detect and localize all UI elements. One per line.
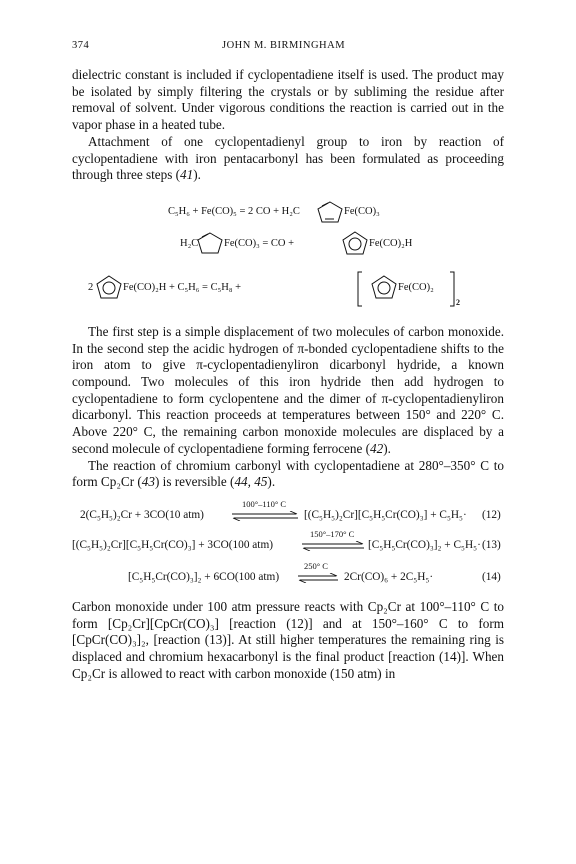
reaction-scheme: [72, 194, 504, 312]
equation-13-rhs: [C₅H₅Cr(CO)₃]₂ + C₅H₅·: [368, 538, 481, 551]
citation-42: 42: [370, 440, 384, 456]
citation-43: 43: [141, 474, 155, 490]
paragraph-4-text: The reaction of chromium carbonyl with cyclopentadiene at 280°–350° C to form Cp₂Cr (: [72, 457, 504, 490]
equation-12-rhs: [(C₅H₅)₂Cr][C₅H₅Cr(CO)₃] + C₅H₅·: [304, 508, 467, 521]
scheme-line-1-lhs: C₅H₆ + Fe(CO)₅ = 2 CO + H₂C: [168, 205, 300, 217]
paragraph-4-mid: ) is reversible (: [154, 474, 235, 490]
equation-14: [72, 559, 504, 589]
citation-44-45: 44, 45: [234, 474, 268, 490]
paragraph-2-text: Attachment of one cyclopentadienyl group to iron by reaction of cyclopentadiene with iron pentacarbonyl has been formulated as proceeding through three steps (: [72, 133, 504, 183]
paragraph-3-end: ).: [383, 440, 391, 456]
scheme-line-2-mid: Fe(CO)₃ = CO +: [224, 237, 295, 249]
scheme-line-3-subscript: 2: [456, 297, 460, 307]
page-header: [72, 40, 504, 51]
equilibrium-arrow-12: [230, 511, 300, 521]
page-number: 374: [72, 40, 90, 51]
paragraph-1: dielectric constant is included if cyclopentadiene itself is used. The product may be isolated by simply filtering the crystals or by subliming the residue after removal of solvent. Under vigorous conditions the reaction is carried out in the vapor phase in a heated tube.: [72, 67, 504, 133]
scheme-line-2-rhs: Fe(CO)₂H: [369, 237, 413, 249]
paragraph-5: Carbon monoxide under 100 atm pressure reacts with Cp₂Cr at 100°–110° C to form [Cp₂Cr][CpCr(CO)₃] [reaction (12)] and at 150°–160° C to form [CpCr(CO)₃]₂, [reaction (13)]. At still higher temperatures the remaining ring is displaced and chromium hexacarbonyl is the final product [reaction (14)]. When Cp₂Cr is allowed to react with carbon monoxide (150 atm) in: [72, 598, 504, 681]
equation-13-condition: 150°–170° C: [310, 528, 355, 539]
equation-14-number: (14): [482, 570, 501, 583]
paragraph-2-end: ).: [193, 167, 201, 183]
equation-12-lhs: 2(C₅H₅)₂Cr + 3CO(10 atm): [80, 508, 204, 521]
pi-cyclopentadienyl-ring: [343, 232, 367, 254]
running-title: JOHN M. BIRMINGHAM: [222, 40, 346, 51]
pi-cyclopentadienyl-ring-2: [97, 276, 121, 298]
scheme-line-3-rhs: Fe(CO)₂: [398, 281, 434, 293]
equation-14-condition: 250° C: [304, 560, 328, 571]
scheme-line-3-mid: Fe(CO)₂H + C₅H₆ = C₅H₈ +: [123, 281, 242, 293]
equation-13: [72, 529, 504, 559]
equation-12: [72, 499, 504, 529]
paragraph-4-end: ).: [267, 474, 276, 490]
scheme-line-3-coef: 2: [88, 281, 94, 293]
equilibrium-arrow-14: [296, 573, 340, 583]
paragraph-3: [72, 324, 504, 458]
cyclopentadiene-ring-structure: [318, 202, 342, 222]
equilibrium-arrow-13: [300, 541, 366, 551]
paragraph-2: [72, 134, 504, 184]
cyclopentadienyl-hydride-ring: [198, 233, 222, 253]
paragraph-3-text: The first step is a simple displacement of two molecules of carbon monoxide. In the second step the acidic hydrogen of π-bonded cyclopentadiene shifts to the iron atom to give π-cyclopentadienyliron dicarbonyl hydride, a known compound. Two molecules of this iron hydride then add hydrogen to cyclopentadiene to form cyclopentene and the dimer of π-cyclopentadienyliron dicarbonyl. This reaction proceeds at temperatures between 150° and 220° C. Above 220° C, the remaining carbon monoxide molecules are displaced by a second molecule of cyclopentadiene forming ferrocene (: [72, 323, 504, 456]
equation-14-lhs: [C₅H₅Cr(CO)₃]₂ + 6CO(100 atm): [128, 570, 280, 583]
citation-41: 41: [180, 167, 194, 183]
equation-12-condition: 100°–110° C: [242, 498, 287, 509]
scheme-line-2-lhs: H₂C: [180, 237, 199, 249]
equation-14-rhs: 2Cr(CO)₆ + 2C₅H₅·: [344, 570, 434, 583]
equation-13-lhs: [(C₅H₅)₂Cr][C₅H₅Cr(CO)₃] + 3CO(100 atm): [72, 538, 273, 551]
equation-13-number: (13): [482, 538, 501, 551]
paragraph-4: [72, 458, 504, 491]
equation-12-number: (12): [482, 508, 501, 521]
scheme-line-1-rhs: Fe(CO)₃: [344, 205, 380, 217]
page: [72, 40, 504, 682]
